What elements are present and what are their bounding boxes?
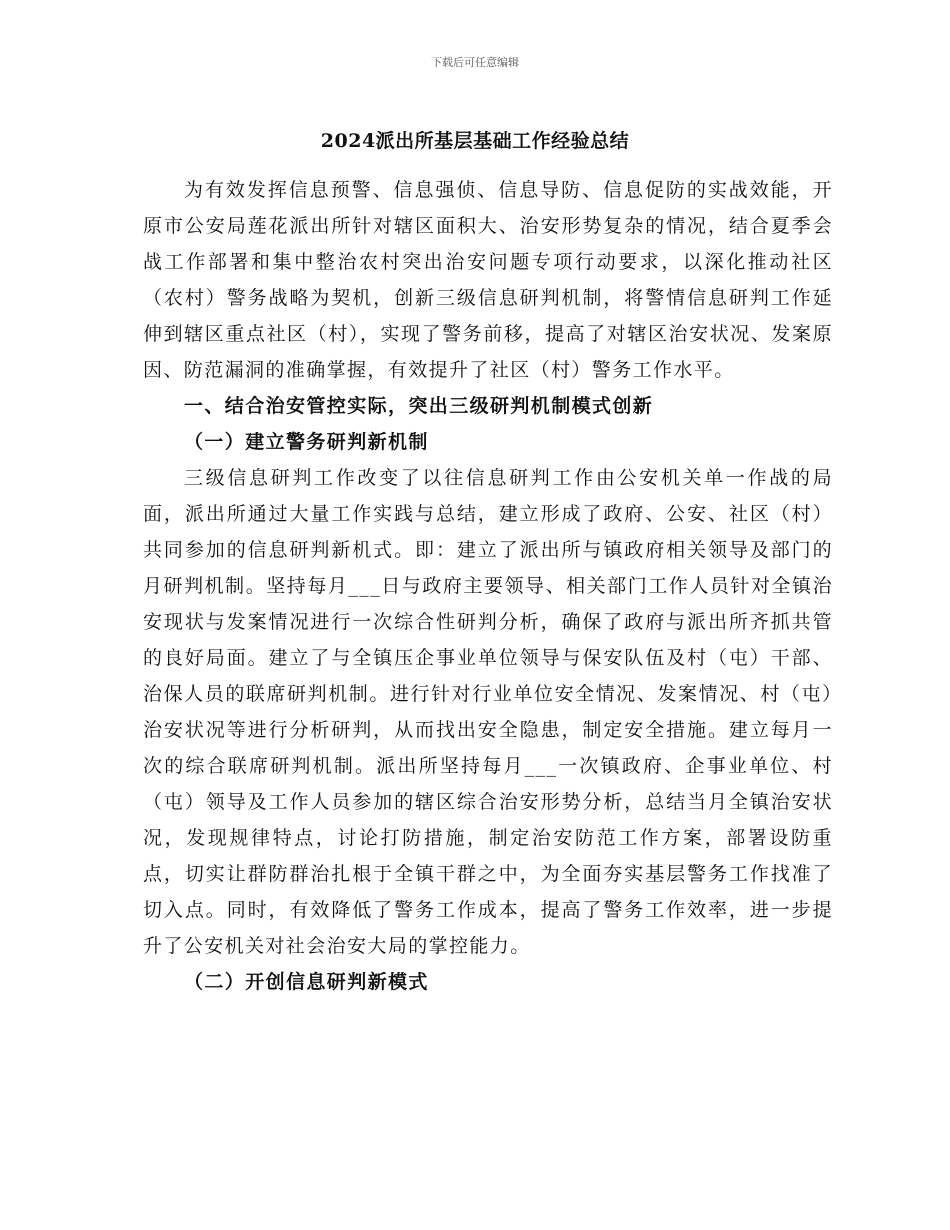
subsection-heading-1: （一）建立警务研判新机制 bbox=[184, 431, 429, 453]
intro-paragraph: 为有效发挥信息预警、信息强侦、信息导防、信息促防的实战效能，开原市公安局莲花派出所针对辖区面积大、治安形势复杂的情况，结合夏季会战工作部署和集中整治农村突出治安问题专项行动要求，以深化推动社区（农村）警务战略为契机，创新三级信息研判机制，将警情信息研判工作延伸到辖区重点社区（村），实现了警务前移，提高了对辖区治安状况、发案原因、防范漏洞的准确掌握，有效提升了社区（村）警务工作水平。 bbox=[143, 179, 833, 381]
document-body bbox=[143, 172, 833, 1000]
section-heading-1: 一、结合治安管控实际，突出三级研判机制模式创新 bbox=[184, 395, 654, 417]
subsection-heading-2: （二）开创信息研判新模式 bbox=[184, 971, 429, 993]
header-note: 下载后可任意编辑 bbox=[431, 56, 519, 69]
document-title: 2024派出所基层基础工作经验总结 bbox=[320, 130, 630, 152]
body-paragraph-1: 三级信息研判工作改变了以往信息研判工作由公安机关单一作战的局面，派出所通过大量工作实践与总结，建立形成了政府、公安、社区（村）共同参加的信息研判新机式。即：建立了派出所与镇政府相关领导及部门的月研判机制。坚持每月___日与政府主要领导、相关部门工作人员针对全镇治安现状与发案情况进行一次综合性研判分析，确保了政府与派出所齐抓共管的良好局面。建立了与全镇压企事业单位领导与保安队伍及村（屯）干部、治保人员的联席研判机制。进行针对行业单位安全情况、发案情况、村（屯）治安状况等进行分析研判，从而找出安全隐患，制定安全措施。建立每月一次的综合联席研判机制。派出所坚持每月___一次镇政府、企事业单位、村（屯）领导及工作人员参加的辖区综合治安形势分析，总结当月全镇治安状况，发现规律特点，讨论打防措施，制定治安防范工作方案，部署设防重点，切实让群防群治扎根于全镇干群之中，为全面夯实基层警务工作找准了切入点。同时，有效降低了警务工作成本，提高了警务工作效率，进一步提升了公安机关对社会治安大局的掌控能力。 bbox=[143, 467, 833, 957]
